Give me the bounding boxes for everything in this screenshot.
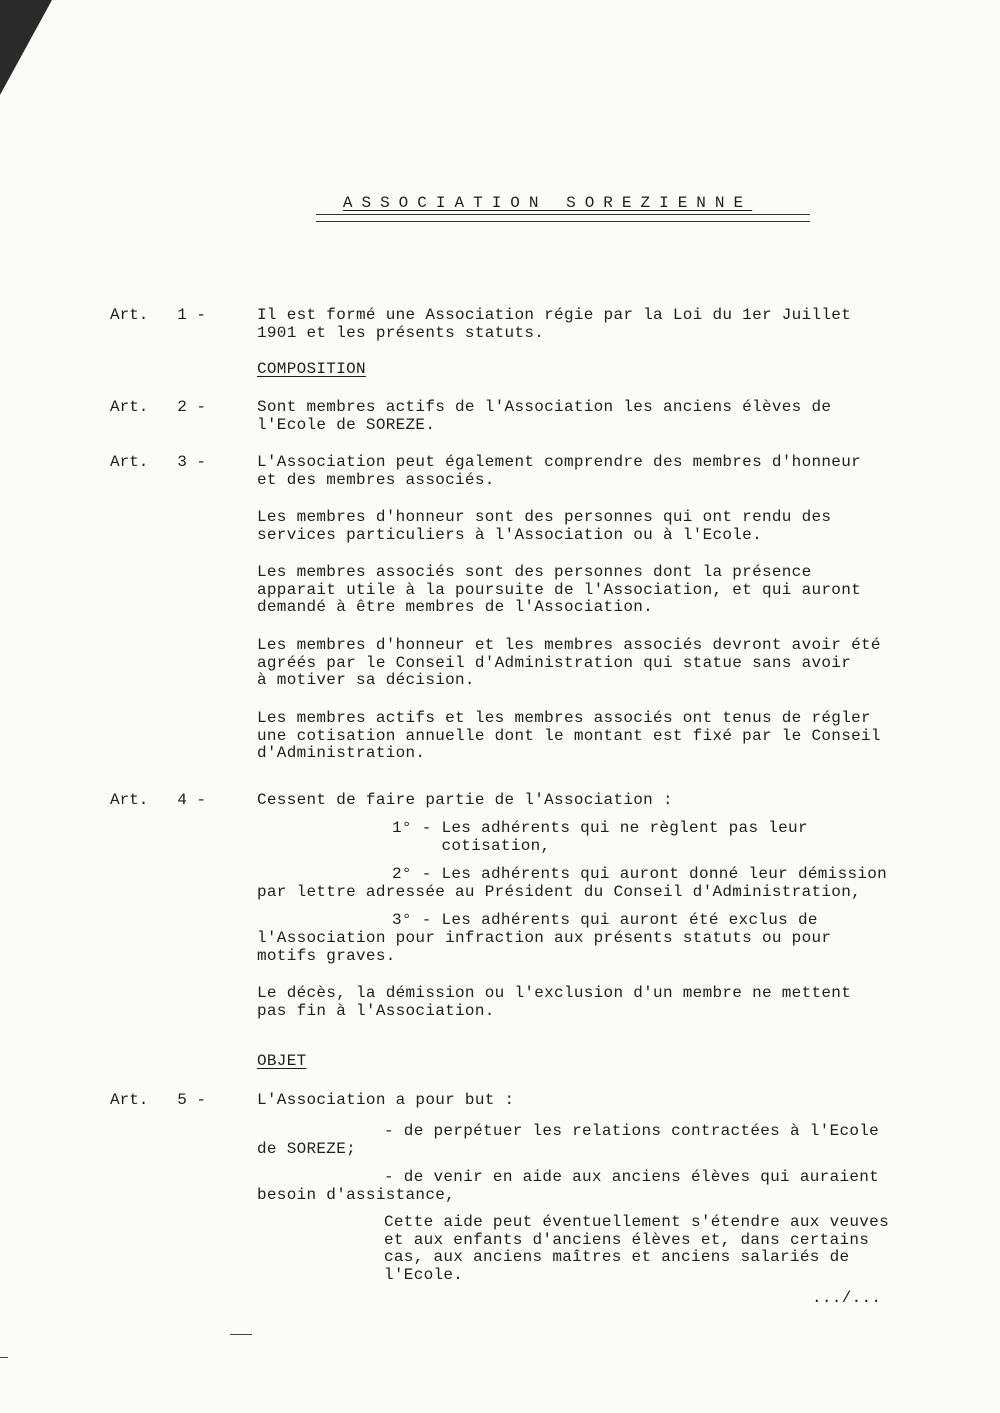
- article-5-bullet-1-continued: de SOREZE;: [257, 1140, 357, 1158]
- article-4-intro: Cessent de faire partie de l'Association :: [257, 791, 673, 809]
- article-label-2: Art. 2 -: [110, 398, 207, 416]
- article-1-text: Il est formé une Association régie par la Loi du 1er Juillet 1901 et les présents statuts.: [257, 306, 852, 342]
- article-label-3: Art. 3 -: [110, 453, 207, 471]
- article-4-item-1: 1° - Les adhérents qui ne règlent pas leur cotisation,: [392, 819, 808, 855]
- article-5-bullet-2: - de venir en aide aux anciens élèves qui auraient: [384, 1168, 880, 1186]
- article-4-item-2-continued: par lettre adressée au Président du Conseil d'Administration,: [257, 883, 861, 901]
- scan-mark: [230, 1334, 252, 1335]
- article-3-paragraph-5: Les membres actifs et les membres associés ont tenus de régler une cotisation annuelle dont le montant est fixé par le Conseil d'Administration.: [257, 709, 881, 762]
- article-4-item-3: 3° - Les adhérents qui auront été exclus de: [392, 911, 818, 929]
- article-2-text: Sont membres actifs de l'Association les anciens élèves de l'Ecole de SOREZE.: [257, 398, 832, 434]
- title-double-rule: [316, 214, 810, 222]
- article-3-paragraph-2: Les membres d'honneur sont des personnes qui ont rendu des services particuliers à l'Association ou à l'Ecole.: [257, 508, 832, 544]
- article-label-5: Art. 5 -: [110, 1091, 207, 1109]
- article-3-paragraph-4: Les membres d'honneur et les membres associés devront avoir été agréés par le Conseil d'Administration qui statue sans avoir à motiver sa décision.: [257, 636, 881, 689]
- article-5-paragraph: Cette aide peut éventuellement s'étendre aux veuves et aux enfants d'anciens élèves et, dans certains cas, aux anciens maîtres et anciens salariés de l'Ecole.: [384, 1213, 889, 1284]
- article-5-intro: L'Association a pour but :: [257, 1091, 515, 1109]
- article-label-4: Art. 4 -: [110, 791, 207, 809]
- article-4-item-2: 2° - Les adhérents qui auront donné leur démission: [392, 865, 888, 883]
- article-4-closing: Le décès, la démission ou l'exclusion d'un membre ne mettent pas fin à l'Association.: [257, 984, 852, 1020]
- continued-marker: .../...: [812, 1289, 882, 1307]
- article-label-1: Art. 1 -: [110, 306, 207, 324]
- section-heading-composition: COMPOSITION: [257, 360, 366, 378]
- article-5-bullet-2-continued: besoin d'assistance,: [257, 1186, 456, 1204]
- section-heading-objet: OBJET: [257, 1052, 307, 1070]
- document-title: ASSOCIATION SOREZIENNE: [342, 194, 753, 212]
- scan-corner-shadow: [0, 0, 52, 95]
- article-3-paragraph-1: L'Association peut également comprendre des membres d'honneur et des membres associés.: [257, 453, 861, 489]
- article-5-bullet-1: - de perpétuer les relations contractées à l'Ecole: [384, 1122, 880, 1140]
- article-4-item-3-continued: l'Association pour infraction aux présents statuts ou pour motifs graves.: [257, 929, 832, 965]
- scan-mark: [0, 1357, 8, 1358]
- article-3-paragraph-3: Les membres associés sont des personnes dont la présence apparait utile à la poursuite de l'Association, et qui auront demandé à être membres de l'Association.: [257, 563, 861, 616]
